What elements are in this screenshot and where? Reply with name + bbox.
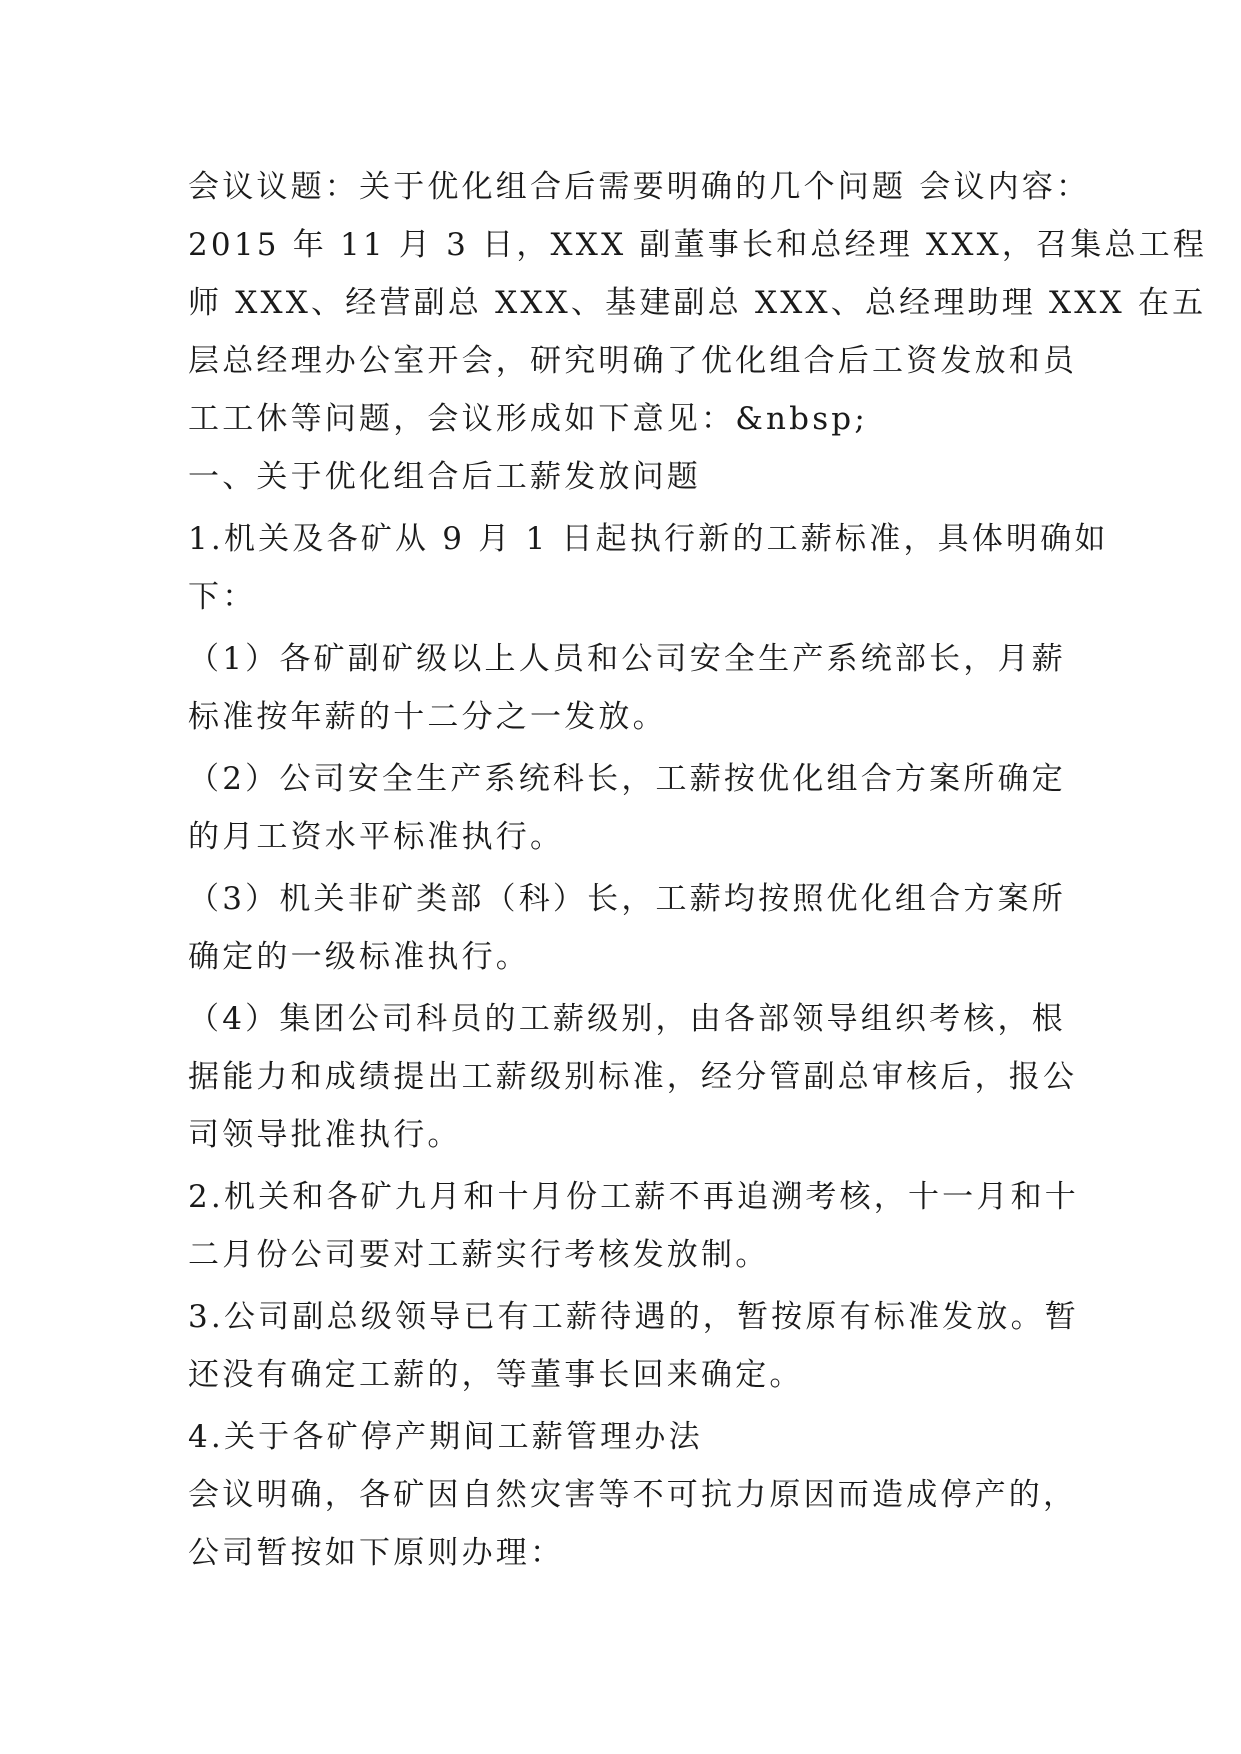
text-line: 会议明确，各矿因自然灾害等不可抗力原因而造成停产的， — [188, 1477, 1078, 1513]
text-line: 确定的一级标准执行。 — [188, 939, 530, 975]
text-line: 4.关于各矿停产期间工薪管理办法 — [188, 1419, 703, 1455]
text-line: 2.机关和各矿九月和十月份工薪不再追溯考核，十一月和十 — [188, 1179, 1079, 1215]
text-line: 司领导批准执行。 — [188, 1117, 462, 1153]
text-line: （3）机关非矿类部（科）长，工薪均按照优化组合方案所 — [188, 881, 1066, 917]
text-line: （2）公司安全生产系统科长，工薪按优化组合方案所确定 — [188, 761, 1066, 797]
text-line: 工工休等问题，会议形成如下意见：&nbsp; — [188, 401, 868, 437]
text-line: 3.公司副总级领导已有工薪待遇的，暂按原有标准发放。暂 — [188, 1299, 1079, 1335]
text-line: 师 XXX、经营副总 XXX、基建副总 XXX、总经理助理 XXX 在五 — [188, 285, 1207, 321]
text-line: 1.机关及各矿从 9 月 1 日起执行新的工薪标准，具体明确如 — [188, 521, 1109, 557]
text-line: （4）集团公司科员的工薪级别，由各部领导组织考核，根 — [188, 1001, 1066, 1037]
text-line: （1）各矿副矿级以上人员和公司安全生产系统部长，月薪 — [188, 641, 1066, 677]
document-body — [188, 158, 1208, 1582]
text-line: 层总经理办公室开会，研究明确了优化组合后工资发放和员 — [188, 343, 1078, 379]
text-line: 还没有确定工薪的，等董事长回来确定。 — [188, 1357, 804, 1393]
text-line: 会议议题：关于优化组合后需要明确的几个问题 会议内容： — [188, 169, 1091, 205]
section-heading: 一、关于优化组合后工薪发放问题 — [188, 459, 701, 495]
text-line: 标准按年薪的十二分之一发放。 — [188, 699, 667, 735]
text-line: 公司暂按如下原则办理： — [188, 1535, 565, 1571]
text-line: 据能力和成绩提出工薪级别标准，经分管副总审核后，报公 — [188, 1059, 1078, 1095]
text-line: 2015 年 11 月 3 日，XXX 副董事长和总经理 XXX，召集总工程 — [188, 227, 1208, 263]
text-line: 二月份公司要对工薪实行考核发放制。 — [188, 1237, 770, 1273]
text-line: 下： — [188, 579, 257, 615]
text-line: 的月工资水平标准执行。 — [188, 819, 565, 855]
